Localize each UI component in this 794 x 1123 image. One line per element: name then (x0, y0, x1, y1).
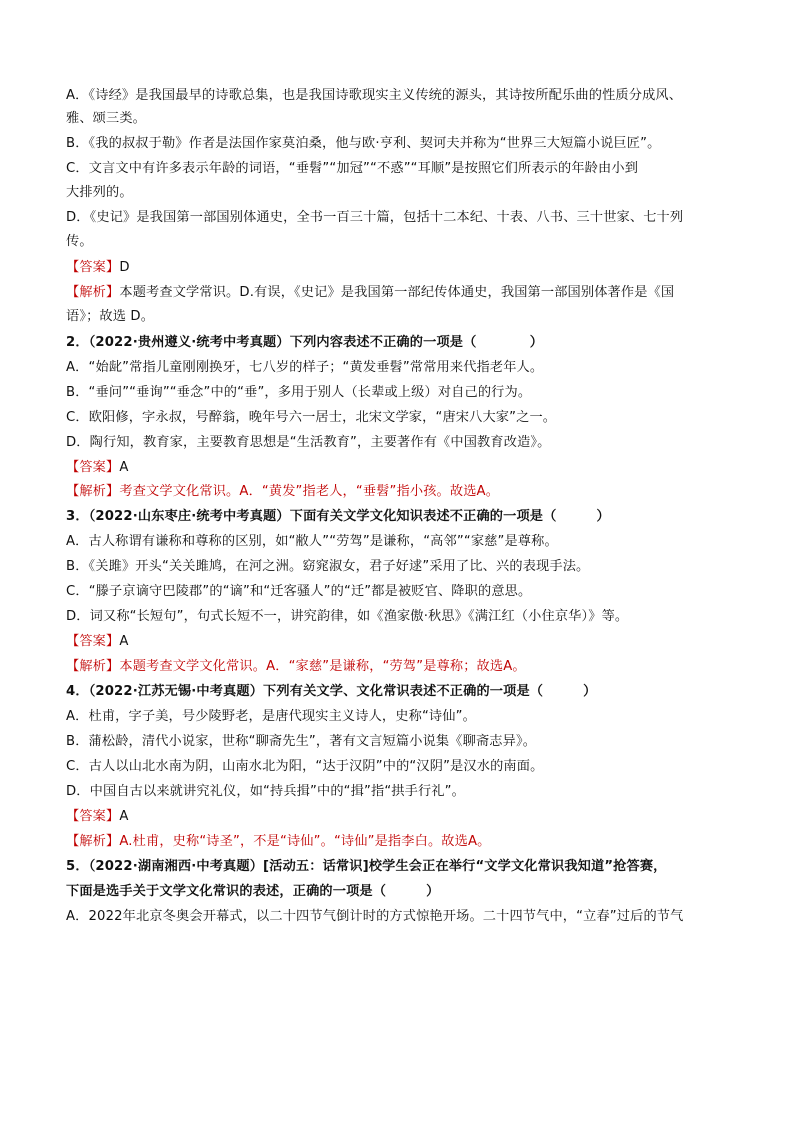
q5-stem-line1: 5．（2022·湖南湘西·中考真题）[活动五：话常识]校学生会正在举行“文学文化常识我知道”抢答赛， (66, 859, 667, 874)
q3-option-a: A．古人称谓有谦称和尊称的区别，如“敝人”“劳驾”是谦称，“高邻”“家慈”是尊称。 (66, 534, 558, 549)
q1-answer (66, 258, 130, 278)
q3-stem: 3．（2022·山东枣庄·统考中考真题）下面有关文学文化知识表述不正确的一项是（ ） (66, 509, 610, 524)
q2-stem: 2．（2022·贵州遵义·统考中考真题）下列内容表述不正确的一项是（ ） (66, 335, 544, 350)
answer-value: A (119, 460, 129, 475)
q4-option-c: C．古人以山北水南为阴，山南水北为阳，“达于汉阴”中的“汉阴”是汉水的南面。 (66, 759, 544, 774)
q4-explanation (66, 832, 490, 852)
q2-option-d: D．陶行知，教育家，主要教育思想是“生活教育”，主要著作有《中国教育改造》。 (66, 435, 551, 450)
q4-stem: 4．（2022·江苏无锡·中考真题）下列有关文学、文化常识表述不正确的一项是（ ） (66, 684, 597, 699)
explanation-text: 考查文学文化常识。A．“黄发”指老人，“垂髫”指小孩。故选A。 (119, 484, 500, 499)
q1-option-a-line2: 雅、颂三类。 (66, 111, 147, 126)
q4-option-a: A．杜甫，字子美，号少陵野老，是唐代现实主义诗人，史称“诗仙”。 (66, 709, 476, 724)
q3-explanation (66, 657, 526, 677)
answer-value: A (119, 634, 129, 649)
answer-label: 【答案】 (66, 460, 120, 475)
q2-explanation (66, 482, 499, 502)
q2-option-a: A．“始龀”常指儿童刚刚换牙，七八岁的样子；“黄发垂髫”常常用来代指老年人。 (66, 360, 544, 375)
q1-explanation-line2: 语》；故选 D。 (66, 309, 155, 324)
q1-option-a-line1: A．《诗经》是我国最早的诗歌总集，也是我国诗歌现实主义传统的源头，其诗按所配乐曲的性质分成风、 (66, 88, 683, 103)
q4-option-d: D．中国自古以来就讲究礼仪，如“持兵揖”中的“揖”指“拱手行礼”。 (66, 784, 465, 799)
q4-option-b: B．蒲松龄，清代小说家，世称“聊斋先生”，著有文言短篇小说集《聊斋志异》。 (66, 734, 537, 749)
answer-label: 【答案】 (66, 809, 120, 824)
explanation-label: 【解析】 (66, 834, 120, 849)
q1-option-c-line1: C．文言文中有许多表示年龄的词语，“垂髫”“加冠”“不惑”“耳顺”是按照它们所表示的年龄由小到 (66, 161, 639, 176)
answer-label: 【答案】 (66, 260, 120, 275)
q5-option-a-line1: A．2022年北京冬奥会开幕式，以二十四节气倒计时的方式惊艳开场。二十四节气中，“立春”过后的节气 (66, 909, 684, 924)
q4-answer (66, 807, 129, 827)
q5-stem-line2: 下面是选手关于文学文化常识的表述，正确的一项是（ ） (66, 884, 440, 899)
q1-option-c-line2: 大排列的。 (66, 185, 133, 200)
explanation-label: 【解析】 (66, 285, 120, 300)
explanation-label: 【解析】 (66, 659, 120, 674)
answer-label: 【答案】 (66, 634, 120, 649)
q1-explanation-line1 (66, 283, 674, 303)
q2-option-b: B．“垂问”“垂询”“垂念”中的“垂”，多用于别人（长辈或上级）对自己的行为。 (66, 385, 532, 400)
q1-option-d-line2: 传。 (66, 234, 93, 249)
explanation-text: 本题考查文学文化常识。A．“家慈”是谦称，“劳驾”是尊称；故选A。 (119, 659, 526, 674)
q2-answer (66, 458, 129, 478)
answer-value: A (119, 809, 129, 824)
q3-option-d: D．词又称“长短句”，句式长短不一，讲究韵律，如《渔家傲·秋思》《满江红（小住京华）》等。 (66, 609, 629, 624)
q1-option-d-line1: D．《史记》是我国第一部国别体通史，全书一百三十篇，包括十二本纪、十表、八书、三十世家、七十列 (66, 210, 684, 225)
q3-answer (66, 632, 129, 652)
q3-option-c: C．“滕子京谪守巴陵郡”的“谪”和“迁客骚人”的“迁”都是被贬官、降职的意思。 (66, 584, 532, 599)
answer-value: D (119, 260, 130, 275)
explanation-text: A.杜甫，史称“诗圣”，不是“诗仙”。“诗仙”是指李白。故选A。 (119, 834, 491, 849)
q2-option-c: C．欧阳修，字永叔，号醉翁，晚年号六一居士，北宋文学家，“唐宋八大家”之一。 (66, 410, 557, 425)
explanation-label: 【解析】 (66, 484, 120, 499)
q3-option-b: B．《关雎》开头“关关雎鸠，在河之洲。窈窕淑女，君子好逑”采用了比、兴的表现手法。 (66, 559, 590, 574)
q1-option-b: B．《我的叔叔于勒》作者是法国作家莫泊桑，他与欧·亨利、契诃夫并称为“世界三大短篇小说巨匠”。 (66, 136, 661, 151)
explanation-text: 本题考查文学常识。D.有误，《史记》是我国第一部纪传体通史，我国第一部国别体著作是《国 (119, 285, 675, 300)
